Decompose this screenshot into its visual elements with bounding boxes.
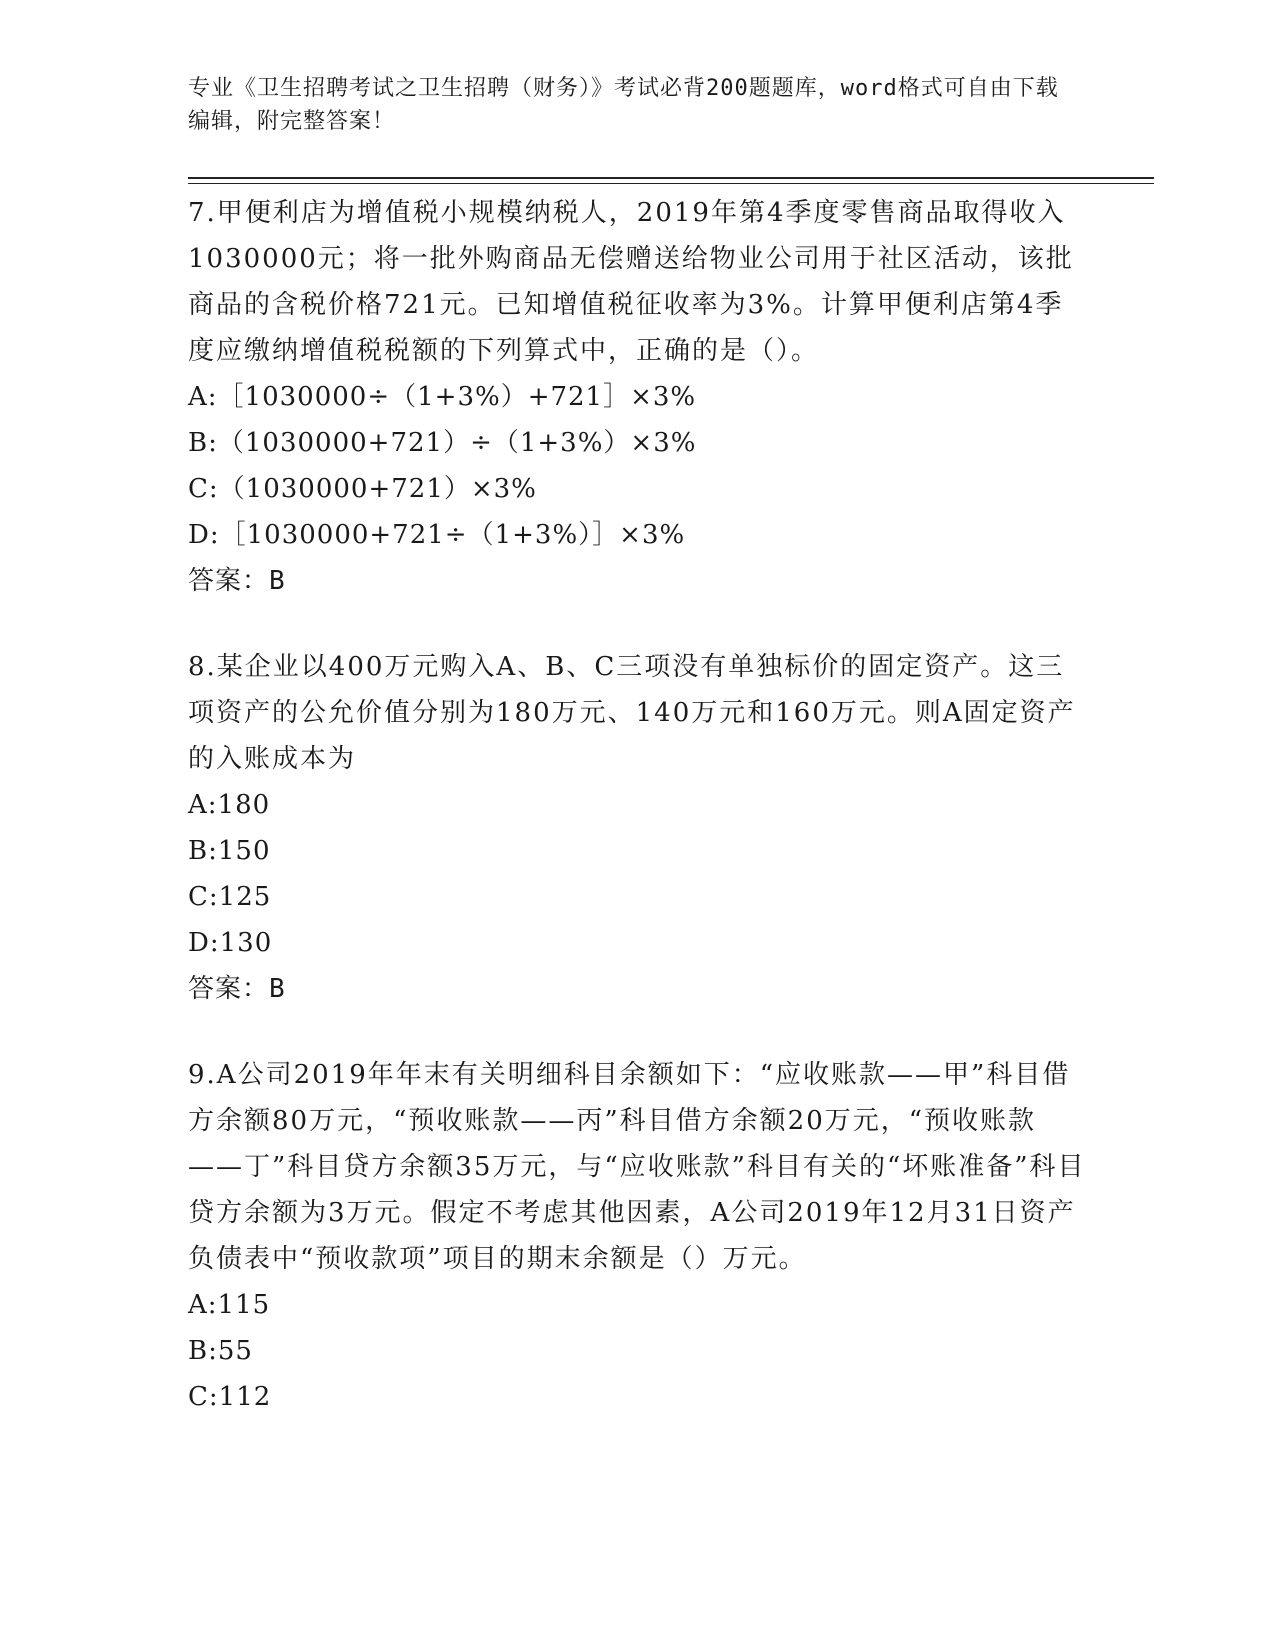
document-header [188,72,1068,138]
option-d: D:［1030000+721÷（1+3%）］×3% [188,520,686,550]
question-7 [188,190,1088,604]
option-d: D:130 [188,928,273,958]
question-stem: 8.某企业以400万元购入A、B、C三项没有单独标价的固定资产。这三项资产的公允价值分别为180万元、140万元和160万元。则A固定资产的入账成本为 [188,652,1076,774]
option-c: C:112 [188,1382,272,1412]
option-c: C:（1030000+721）×3% [188,474,537,504]
option-a: A:［1030000÷（1+3%）+721］×3% [188,382,697,412]
header-divider [188,177,1154,179]
question-stem: 9.A公司2019年年末有关明细科目余额如下：“应收账款——甲”科目借方余额80万元，“预收账款——丙”科目借方余额20万元，“预收账款——丁”科目贷方余额35万元，与“应收账款”科目有关的“坏账准备”科目贷方余额为3万元。假定不考虑其他因素，A公司2019年12月31日资产负债表中“预收款项”项目的期末余额是（）万元。 [188,1060,1086,1274]
question-stem: 7.甲便利店为增值税小规模纳税人，2019年第4季度零售商品取得收入1030000元；将一批外购商品无偿赠送给物业公司用于社区活动，该批商品的含税价格721元。已知增值税征收率为3%。计算甲便利店第4季度应缴纳增值税税额的下列算式中，正确的是（）。 [188,198,1074,366]
document-title: 专业《卫生招聘考试之卫生招聘（财务）》考试必背200题题库，word格式可自由下载编辑，附完整答案！ [188,76,1059,134]
answer: 答案：B [188,566,286,596]
question-list [188,190,1088,1460]
option-b: B:150 [188,836,271,866]
option-a: A:180 [188,790,271,820]
option-b: B:55 [188,1336,253,1366]
question-9 [188,1052,1088,1420]
question-8 [188,644,1088,1012]
option-b: B:（1030000+721）÷（1+3%）×3% [188,428,697,458]
answer: 答案：B [188,974,286,1004]
option-a: A:115 [188,1290,271,1320]
option-c: C:125 [188,882,272,912]
header-divider-thin [188,183,1154,184]
